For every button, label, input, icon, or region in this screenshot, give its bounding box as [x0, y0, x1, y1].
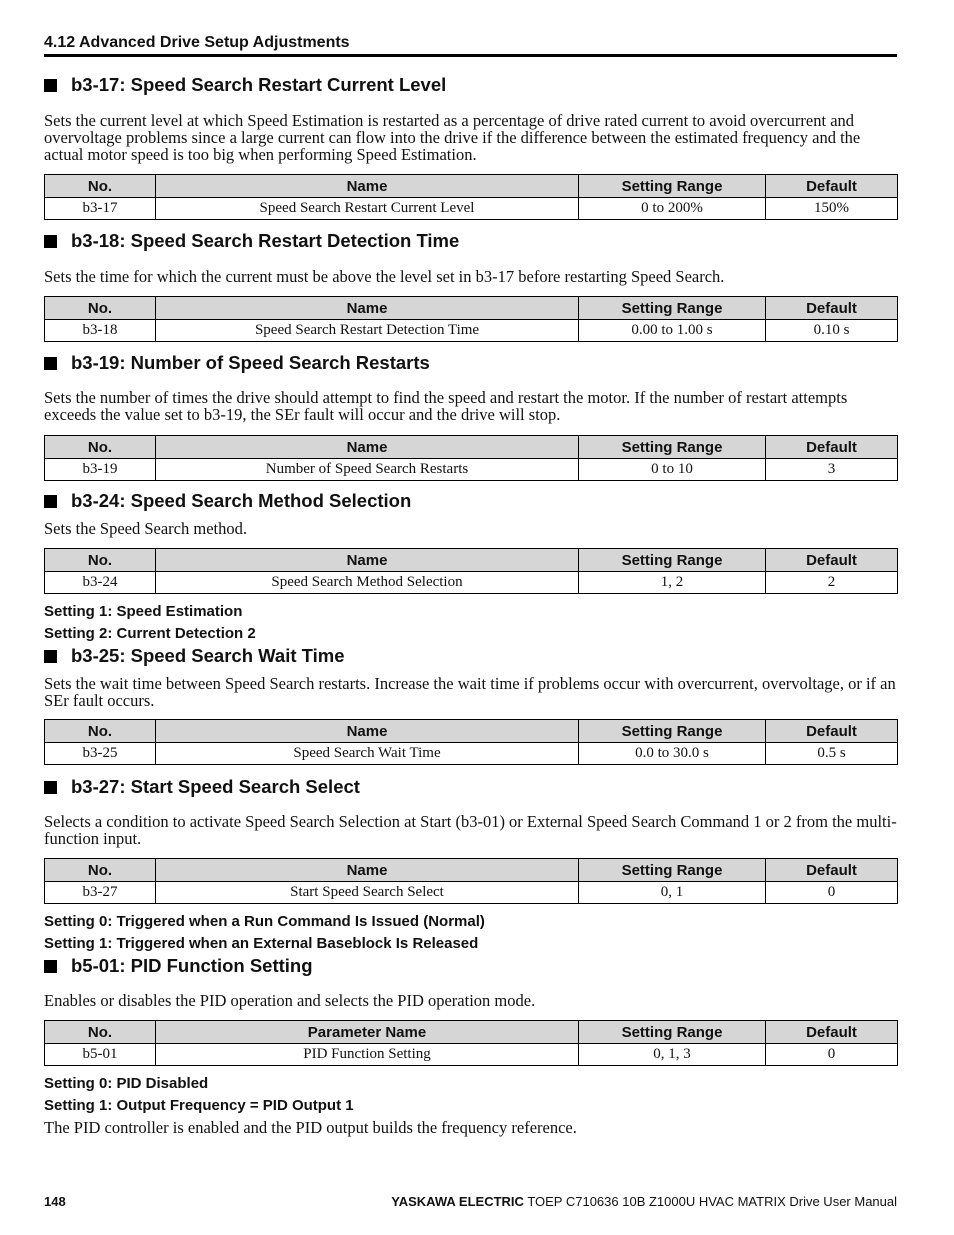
heading-text: b3-24: Speed Search Method Selection: [71, 490, 412, 511]
cell-default: 0: [766, 1044, 898, 1066]
param-table-b5-01: [44, 1020, 898, 1066]
cell-no: b3-24: [45, 572, 156, 594]
col-range: Setting Range: [579, 549, 766, 572]
table-header-row: [45, 1021, 898, 1044]
cell-range: 0 to 10: [579, 459, 766, 481]
heading-text: b3-27: Start Speed Search Select: [71, 776, 360, 797]
col-no: No.: [45, 297, 156, 320]
cell-no: b3-25: [45, 743, 156, 765]
cell-default: 3: [766, 459, 898, 481]
col-name: Name: [156, 297, 579, 320]
param-table-b3-18: [44, 296, 898, 342]
cell-default: 0.10 s: [766, 320, 898, 342]
section-heading-b3-25: [44, 645, 897, 667]
cell-range: 0, 1: [579, 882, 766, 904]
cell-name: Speed Search Restart Current Level: [156, 198, 579, 220]
description-b3-25: Sets the wait time between Speed Search restarts. Increase the wait time if problems occur with overcurrent, overvoltage, or if an SEr fault occurs.: [44, 674, 896, 710]
col-no: No.: [45, 859, 156, 882]
col-default: Default: [766, 436, 898, 459]
cell-default: 150%: [766, 198, 898, 220]
setting-label: Setting 0: Triggered when a Run Command Is Issued (Normal): [44, 913, 485, 930]
param-table-b3-24: [44, 548, 898, 594]
col-no: No.: [45, 549, 156, 572]
param-table-b3-19: [44, 435, 898, 481]
col-range: Setting Range: [579, 297, 766, 320]
trailing-paragraph: The PID controller is enabled and the PID output builds the frequency reference.: [44, 1118, 577, 1137]
running-head: 4.12 Advanced Drive Setup Adjustments: [44, 34, 897, 57]
cell-default: 0.5 s: [766, 743, 898, 765]
col-default: Default: [766, 1021, 898, 1044]
footer-brand: YASKAWA ELECTRIC: [391, 1194, 524, 1209]
col-default: Default: [766, 859, 898, 882]
cell-name: Start Speed Search Select: [156, 882, 579, 904]
table-header-row: [45, 175, 898, 198]
heading-text: b3-17: Speed Search Restart Current Level: [71, 74, 447, 95]
description-b3-17: Sets the current level at which Speed Estimation is restarted as a percentage of drive rated current to avoid overcurrent and overvoltage problems since a large current can flow into the drive if the difference between the estimated frequency and the actual motor speed is too big when performing Speed Estimation.: [44, 111, 861, 164]
cell-default: 2: [766, 572, 898, 594]
bullet-square-icon: [44, 960, 57, 973]
col-range: Setting Range: [579, 175, 766, 198]
cell-default: 0: [766, 882, 898, 904]
bullet-square-icon: [44, 79, 57, 92]
bullet-square-icon: [44, 495, 57, 508]
cell-range: 0.00 to 1.00 s: [579, 320, 766, 342]
cell-name: Number of Speed Search Restarts: [156, 459, 579, 481]
cell-name: PID Function Setting: [156, 1044, 579, 1066]
page-footer: [391, 1194, 897, 1209]
setting-label: Setting 1: Output Frequency = PID Output 1: [44, 1097, 354, 1114]
footer-doc-title: TOEP C710636 10B Z1000U HVAC MATRIX Drive User Manual: [527, 1194, 897, 1209]
table-row: [45, 198, 898, 220]
cell-name: Speed Search Wait Time: [156, 743, 579, 765]
col-name: Name: [156, 436, 579, 459]
setting-label: Setting 1: Speed Estimation: [44, 603, 243, 620]
col-default: Default: [766, 720, 898, 743]
col-name: Name: [156, 175, 579, 198]
setting-label: Setting 2: Current Detection 2: [44, 625, 256, 642]
description-b3-19: Sets the number of times the drive should attempt to find the speed and restart the motor. If the number of restart attempts exceeds the value set to b3-19, the SEr fault will occur and the drive will stop.: [44, 388, 848, 424]
cell-range: 0.0 to 30.0 s: [579, 743, 766, 765]
col-no: No.: [45, 436, 156, 459]
bullet-square-icon: [44, 650, 57, 663]
table-row: [45, 572, 898, 594]
col-no: No.: [45, 1021, 156, 1044]
table-header-row: [45, 720, 898, 743]
col-no: No.: [45, 720, 156, 743]
bullet-square-icon: [44, 235, 57, 248]
cell-range: 0 to 200%: [579, 198, 766, 220]
cell-no: b3-17: [45, 198, 156, 220]
bullet-square-icon: [44, 357, 57, 370]
cell-no: b5-01: [45, 1044, 156, 1066]
table-row: [45, 459, 898, 481]
param-table-b3-27: [44, 858, 898, 904]
cell-range: 1, 2: [579, 572, 766, 594]
cell-range: 0, 1, 3: [579, 1044, 766, 1066]
setting-label: Setting 1: Triggered when an External Baseblock Is Released: [44, 935, 479, 952]
section-heading-b3-18: [44, 230, 897, 252]
param-table-b3-17: [44, 174, 898, 220]
col-range: Setting Range: [579, 436, 766, 459]
description-b3-18: Sets the time for which the current must be above the level set in b3-17 before restarting Speed Search.: [44, 267, 725, 286]
col-name: Name: [156, 549, 579, 572]
col-parameter-name: Parameter Name: [156, 1021, 579, 1044]
bullet-square-icon: [44, 781, 57, 794]
table-row: [45, 1044, 898, 1066]
col-range: Setting Range: [579, 1021, 766, 1044]
col-default: Default: [766, 175, 898, 198]
col-default: Default: [766, 549, 898, 572]
col-no: No.: [45, 175, 156, 198]
section-heading-b3-27: [44, 776, 897, 798]
section-heading-b5-01: [44, 955, 897, 977]
table-header-row: [45, 297, 898, 320]
table-row: [45, 882, 898, 904]
section-heading-b3-24: [44, 490, 897, 512]
col-default: Default: [766, 297, 898, 320]
col-range: Setting Range: [579, 720, 766, 743]
description-b3-27: Selects a condition to activate Speed Search Selection at Start (b3-01) or External Speed Search Command 1 or 2 from the multi-function input.: [44, 812, 897, 848]
section-heading-b3-17: [44, 74, 897, 96]
col-name: Name: [156, 720, 579, 743]
col-range: Setting Range: [579, 859, 766, 882]
table-row: [45, 320, 898, 342]
cell-name: Speed Search Method Selection: [156, 572, 579, 594]
page-number: 148: [44, 1194, 66, 1209]
setting-label: Setting 0: PID Disabled: [44, 1075, 209, 1092]
cell-no: b3-18: [45, 320, 156, 342]
description-b5-01: Enables or disables the PID operation and selects the PID operation mode.: [44, 991, 536, 1010]
section-heading-b3-19: [44, 352, 897, 374]
col-name: Name: [156, 859, 579, 882]
table-row: [45, 743, 898, 765]
heading-text: b3-18: Speed Search Restart Detection Time: [71, 230, 460, 251]
heading-text: b3-25: Speed Search Wait Time: [71, 645, 345, 666]
cell-no: b3-27: [45, 882, 156, 904]
table-header-row: [45, 859, 898, 882]
heading-text: b3-19: Number of Speed Search Restarts: [71, 352, 430, 373]
param-table-b3-25: [44, 719, 898, 765]
cell-no: b3-19: [45, 459, 156, 481]
table-header-row: [45, 549, 898, 572]
cell-name: Speed Search Restart Detection Time: [156, 320, 579, 342]
description-b3-24: Sets the Speed Search method.: [44, 519, 247, 538]
heading-text: b5-01: PID Function Setting: [71, 955, 313, 976]
table-header-row: [45, 436, 898, 459]
